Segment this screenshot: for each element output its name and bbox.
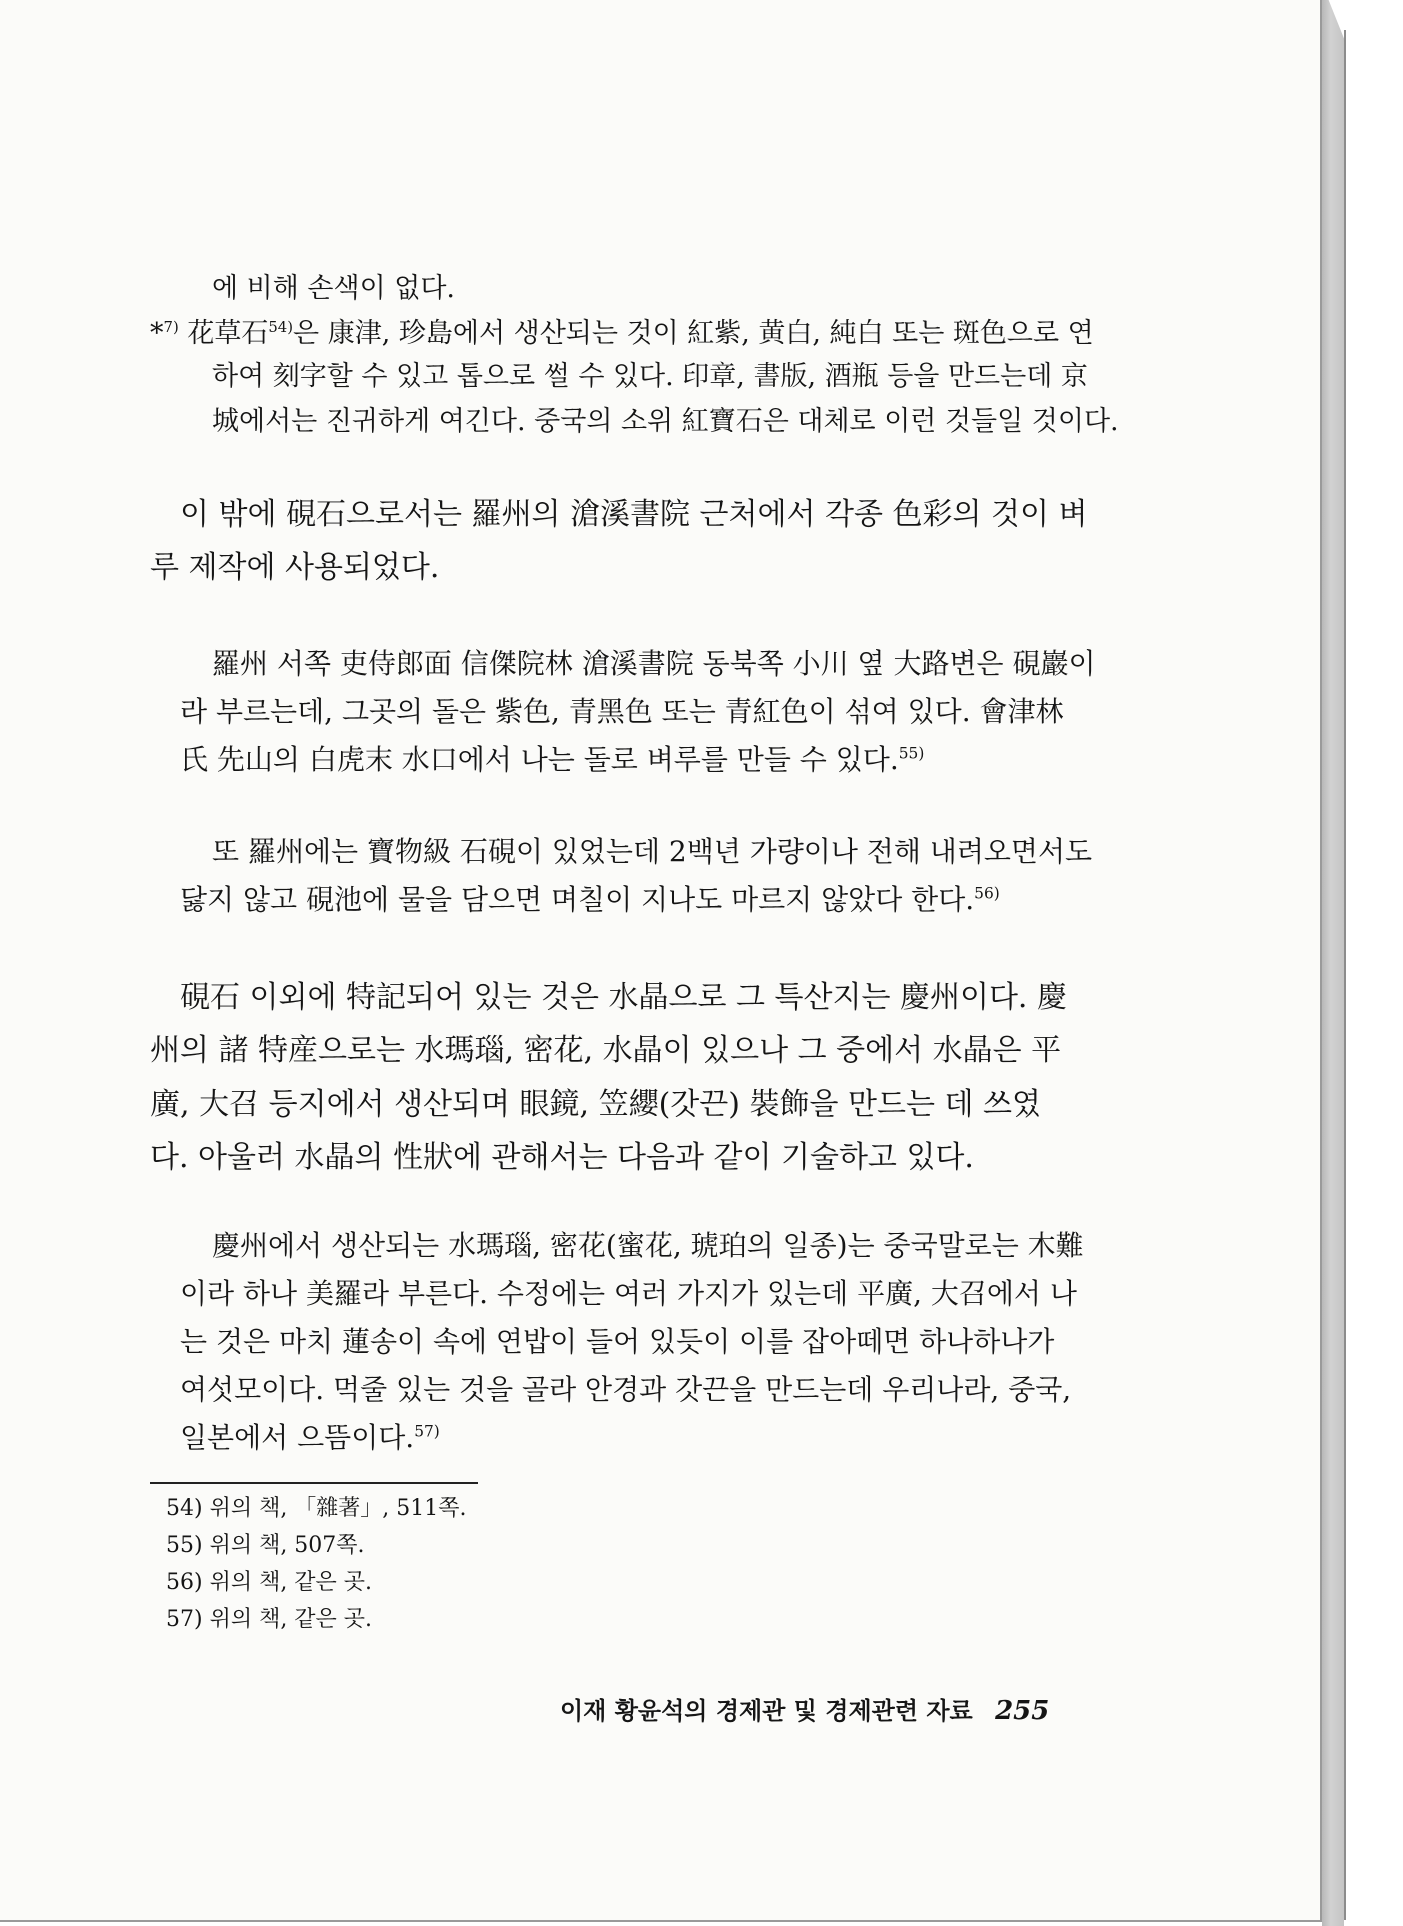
page-edge-line [1344,30,1346,1920]
note-line: 에 비해 손색이 없다. [212,273,455,304]
note-line: 하여 刻字할 수 있고 톱으로 썰 수 있다. 印章, 書版, 酒瓶 등을 만드는데 京 [212,361,1088,392]
note-text: 花草石 [187,318,269,349]
footnote-item: 57) 위의 책, 같은 곳. [166,1607,373,1632]
note-marker-sup: 7) [163,318,179,336]
quote-line [180,1421,440,1454]
footnote-divider [150,1482,478,1484]
footnote-item: 56) 위의 책, 같은 곳. [166,1570,373,1595]
quote-line: 慶州에서 생산되는 水瑪瑙, 密花(蜜花, 琥珀의 일종)는 중국말로는 木難 [212,1229,1084,1262]
footnote-ref: 57) [414,1422,440,1441]
quote-line [180,883,1000,916]
footnote-ref: 54) [268,318,294,336]
quote-text: 氏 先山의 白虎末 水口에서 나는 돌로 벼루를 만들 수 있다. [180,743,899,776]
running-footer [560,1698,1049,1724]
note-line [150,320,1094,347]
quote-line: 라 부르는데, 그곳의 돌은 紫色, 青黑色 또는 青紅色이 섞여 있다. 會津林 [180,695,1064,728]
quote-line: 또 羅州에는 寶物級 石硯이 있었는데 2백년 가량이나 전해 내려오면서도 [212,835,1093,868]
note-line: 城에서는 진귀하게 여긴다. 중국의 소위 紅寶石은 대체로 이런 것들일 것이다. [212,406,1119,437]
body-line: 廣, 大召 등지에서 생산되며 眼鏡, 笠纓(갓끈) 裝飾을 만드는 데 쓰였 [150,1087,1041,1122]
quote-line: 羅州 서쪽 吏侍郎面 信傑院林 滄溪書院 동북쪽 小川 옆 大路변은 硯巖이 [212,647,1096,680]
footnote-ref: 55) [898,744,925,763]
footnote-item: 55) 위의 책, 507쪽. [166,1533,365,1558]
quote-line [180,743,925,776]
note-text: 은 康津, 珍島에서 생산되는 것이 紅紫, 黄白, 純白 또는 斑色으로 연 [293,318,1094,349]
quote-line: 는 것은 마치 蓮송이 속에 연밥이 들어 있듯이 이를 잡아떼면 하나하나가 [180,1325,1055,1358]
quote-line: 이라 하나 美羅라 부른다. 수정에는 여러 가지가 있는데 平廣, 大召에서 나 [180,1277,1077,1310]
footnote-ref: 56) [974,884,1000,903]
body-line: 다. 아울러 水晶의 性狀에 관해서는 다음과 같이 기술하고 있다. [150,1140,974,1175]
body-line: 硯石 이외에 特記되어 있는 것은 水晶으로 그 특산지는 慶州이다. 慶 [180,980,1068,1015]
page-number: 255 [995,1696,1050,1726]
body-line: 루 제작에 사용되었다. [150,550,440,585]
quote-text: 일본에서 으뜸이다. [180,1421,415,1454]
note-marker: * [150,318,164,349]
footnote-item: 54) 위의 책, 「雜著」, 511쪽. [166,1496,467,1521]
body-line: 州의 諸 特産으로는 水瑪瑙, 密花, 水晶이 있으나 그 중에서 水晶은 平 [150,1033,1062,1068]
footer-title: 이재 황윤석의 경제관 및 경제관련 자료 [560,1696,973,1725]
quote-line: 여섯모이다. 먹줄 있는 것을 골라 안경과 갓끈을 만드는데 우리나라, 중국, [180,1373,1072,1406]
body-line: 이 밖에 硯石으로서는 羅州의 滄溪書院 근처에서 각종 色彩의 것이 벼 [180,497,1088,532]
page-edge-shadow [1322,0,1344,1926]
quote-text: 닳지 않고 硯池에 물을 담으면 며칠이 지나도 마르지 않았다 한다. [180,883,975,916]
